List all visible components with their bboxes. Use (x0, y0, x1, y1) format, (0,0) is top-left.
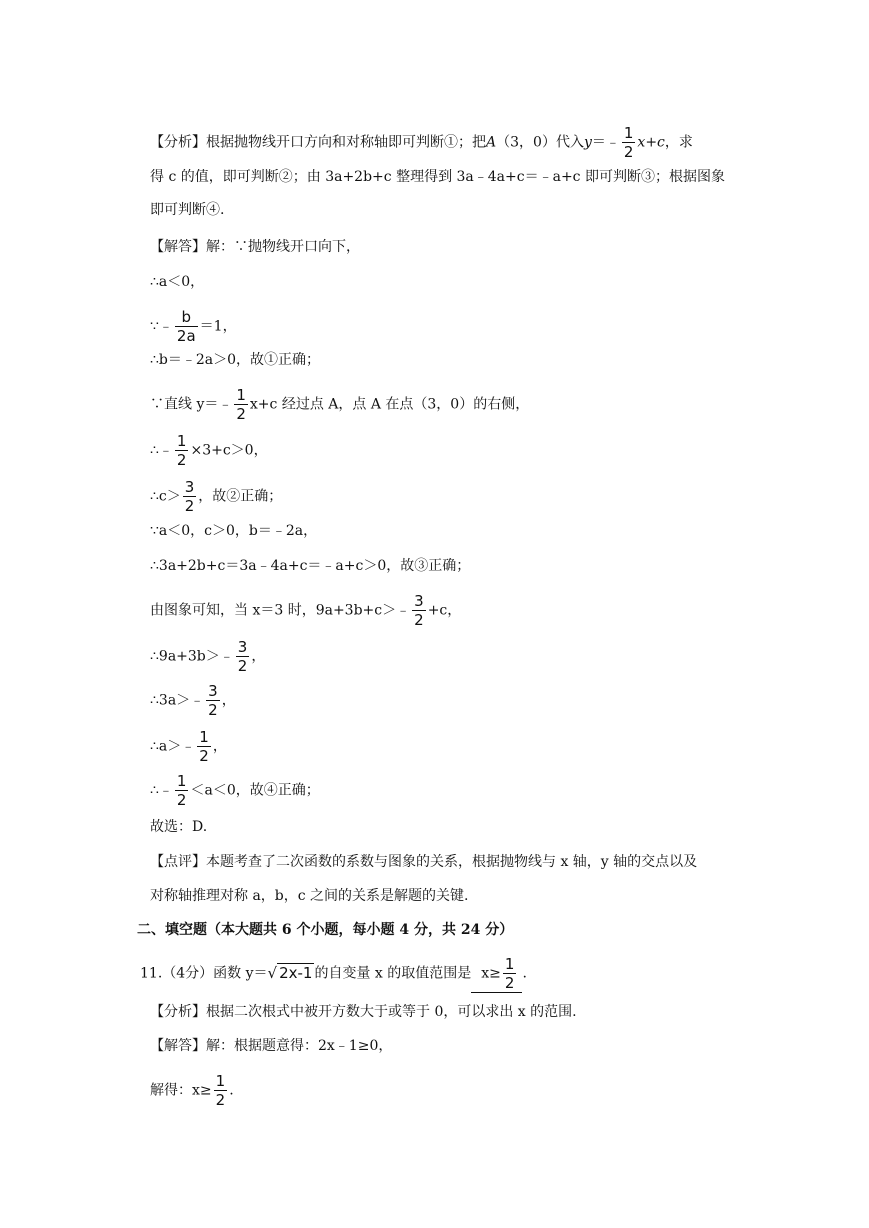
solution-step-6: ∴c＞ $\frac{3}{2}$ ，故②正确； (150, 478, 283, 515)
solution-step-3: ∴b＝﹣2a＞0，故①正确； (150, 352, 321, 368)
section-heading: 二、填空题（本大题共 6 个小题，每小题 4 分，共 24 分） (137, 922, 514, 938)
solution-step-7: ∵a＜0，c＞0，b＝﹣2a， (150, 523, 318, 539)
solution-step-8: ∴3a+2b+c＝3a﹣4a+c＝﹣a+c＞0，故③正确； (150, 558, 471, 574)
solution-step-2: ∵﹣ $\frac{b}{2a}$ ＝1， (150, 308, 237, 345)
comment-line-2: 对称轴推理对称 a，b，c 之间的关系是解题的关键. (150, 888, 469, 904)
question-11-solution: 【解答】解：根据题意得：2x﹣1≥0， (150, 1038, 393, 1054)
question-11-analysis: 【分析】根据二次根式中被开方数大于或等于 0，可以求出 x 的范围. (150, 1004, 577, 1020)
fraction-one-half: $\frac{1}{2}$ (176, 772, 187, 809)
fraction-three-halves: $\frac{3}{2}$ (184, 478, 195, 515)
solution-step-5: ∴﹣ $\frac{1}{2}$ ×3+c＞0， (150, 432, 268, 469)
answer-choice: 故选：D. (150, 819, 208, 835)
question-11: 11.（4分）函数 y＝√ 2x-1 的自变量 x 的取值范围是 x≥ $\frac{1}{2}$ . (140, 955, 527, 992)
comment-line-1: 【点评】本题考查了二次函数的系数与图象的关系，根据抛物线与 x 轴，y 轴的交点以及 (150, 854, 698, 870)
analysis-line-3: 即可判断④. (150, 202, 225, 218)
fraction-one-half: $\frac{1}{2}$ (215, 1072, 226, 1109)
solution-step-11: ∴3a＞﹣ $\frac{3}{2}$ ， (150, 682, 236, 719)
solution-heading: 【解答】解：∵抛物线开口向下， (150, 239, 360, 255)
fraction-b-over-2a: $\frac{b}{2a}$ (176, 308, 196, 345)
question-11-result: 解得：x≥ $\frac{1}{2}$ . (150, 1072, 234, 1109)
fraction-three-halves: $\frac{3}{2}$ (414, 592, 424, 629)
sqrt-expression: √ 2x-1 (267, 963, 313, 982)
fraction-one-half: $\frac{1}{2}$ (623, 124, 634, 161)
analysis-line-2: 得 c 的值，即可判断②；由 3a+2b+c 整理得到 3a﹣4a+c＝﹣a+c 即可判断③；根据图象 (150, 169, 725, 185)
answer-blank: x≥ $\frac{1}{2}$ (471, 955, 522, 993)
solution-step-10: ∴9a+3b＞﹣ $\frac{3}{2}$ ， (150, 638, 266, 675)
fraction-three-halves: $\frac{3}{2}$ (208, 682, 218, 719)
analysis-line-1: 【分析】根据抛物线开口方向和对称轴即可判断①；把A（3，0）代入y＝﹣ $\frac{1}{2}$ x+c，求 (150, 124, 693, 161)
fraction-one-half: $\frac{1}{2}$ (504, 955, 515, 992)
solution-step-1: ∴a＜0， (150, 274, 205, 290)
fraction-one-half: $\frac{1}{2}$ (236, 386, 246, 423)
fraction-three-halves: $\frac{3}{2}$ (237, 638, 248, 675)
fraction-one-half: $\frac{1}{2}$ (199, 728, 209, 765)
fraction-one-half: $\frac{1}{2}$ (176, 432, 187, 469)
solution-step-4: ∵直线 y＝﹣ $\frac{1}{2}$ x+c 经过点 A，点 A 在点（3，0）的右侧， (150, 386, 530, 423)
solution-step-9: 由图象可知，当 x＝3 时，9a+3b+c＞﹣ $\frac{3}{2}$ +c， (150, 592, 462, 629)
solution-step-12: ∴a＞﹣ $\frac{1}{2}$ ， (150, 728, 227, 765)
solution-step-13: ∴﹣ $\frac{1}{2}$ ＜a＜0，故④正确； (150, 772, 320, 809)
